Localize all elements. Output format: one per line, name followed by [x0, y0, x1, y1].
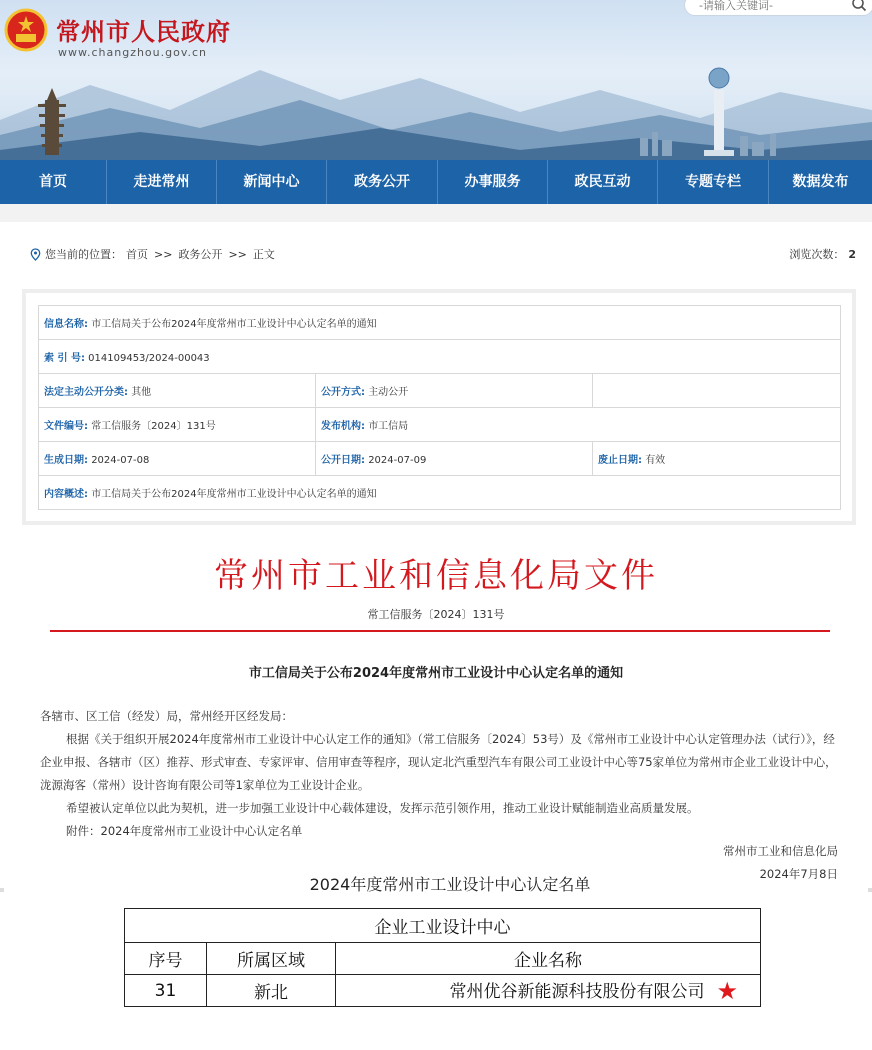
- info-method-value: 主动公开: [368, 387, 409, 398]
- info-docno-value: 常工信服务〔2024〕131号: [91, 421, 216, 432]
- info-docno-label: 文件编号:: [44, 421, 88, 432]
- nav-item-services[interactable]: 办事服务: [438, 160, 548, 204]
- document-number: 常工信服务〔2024〕131号: [367, 608, 505, 621]
- info-method-cell: [316, 374, 593, 408]
- breadcrumb-separator: >>: [154, 247, 173, 261]
- info-summary-value: 市工信局关于公布2024年度常州市工业设计中心认定名单的通知: [91, 489, 377, 500]
- info-summary-cell: [39, 476, 841, 510]
- paragraph-addressee: 各辖市、区工信（经发）局，常州经开区经发局：: [40, 709, 293, 723]
- main-nav: [0, 160, 872, 204]
- nav-item-home[interactable]: 首页: [0, 160, 107, 204]
- site-title[interactable]: 常州市人民政府: [56, 17, 231, 46]
- search-box: [684, 0, 872, 16]
- nav-item-data[interactable]: 数据发布: [792, 174, 849, 190]
- paragraph-hope: 希望被认定单位以此为契机，进一步加强工业设计中心载体建设，发挥示范引领作用，推动工业设计赋能制造业高质量发展。: [66, 801, 699, 815]
- info-category-label: 法定主动公开分类:: [44, 387, 128, 398]
- search-icon[interactable]: [851, 0, 867, 12]
- site-banner: [0, 0, 872, 160]
- nav-item-topics[interactable]: 专题专栏: [658, 160, 769, 204]
- info-published-value: 2024-07-09: [368, 455, 427, 466]
- paragraph-attachment[interactable]: 附件：2024年度常州市工业设计中心认定名单: [66, 824, 303, 838]
- info-table: [38, 305, 841, 510]
- info-created-label: 生成日期:: [44, 455, 88, 466]
- column-header-no: 序号: [125, 943, 207, 975]
- info-name-label: 信息名称:: [44, 319, 88, 330]
- info-docno-cell: [39, 408, 316, 442]
- breadcrumb: [30, 246, 275, 262]
- info-expiry-cell: [593, 442, 841, 476]
- nav-item-news[interactable]: 新闻中心: [217, 160, 327, 204]
- breadcrumb-prefix: 您当前的位置：: [45, 248, 122, 261]
- breadcrumb-separator: >>: [228, 247, 247, 261]
- info-name-value: 市工信局关于公布2024年度常州市工业设计中心认定名单的通知: [91, 319, 377, 330]
- signer-org: 常州市工业和信息化局: [723, 844, 838, 858]
- info-index-value: 014109453/2024-00043: [88, 353, 210, 364]
- info-category-cell: [39, 374, 316, 408]
- info-method-label: 公开方式:: [321, 387, 365, 398]
- info-index-cell: [39, 340, 841, 374]
- view-count: [789, 246, 856, 262]
- edge-mark: [868, 888, 872, 892]
- info-expiry-value: 有效: [645, 455, 666, 466]
- breadcrumb-home[interactable]: 首页: [126, 248, 148, 261]
- red-divider: [50, 630, 830, 632]
- document-header-title: 常州市工业和信息化局文件: [214, 556, 658, 596]
- notice-title: 市工信局关于公布2024年度常州市工业设计中心认定名单的通知: [248, 666, 624, 681]
- breadcrumb-current: 正文: [252, 248, 275, 261]
- info-category-value: 其他: [131, 387, 152, 398]
- site-url: www.changzhou.gov.cn: [58, 46, 208, 59]
- signed-date: 2024年7月8日: [759, 867, 838, 881]
- nav-item-gov-open[interactable]: 政务公开: [327, 160, 438, 204]
- nav-item-about[interactable]: 走进常州: [107, 160, 217, 204]
- info-publisher-value: 市工信局: [368, 421, 409, 432]
- info-panel: [22, 289, 856, 525]
- view-count-label: 浏览次数：: [789, 248, 845, 261]
- row-company-cell: [336, 975, 761, 1007]
- recognition-list-table: [124, 908, 761, 1007]
- info-name-cell: [39, 306, 841, 340]
- row-no: 31: [125, 975, 207, 1007]
- column-header-region: 所属区域: [207, 943, 336, 975]
- divider-band: [0, 204, 872, 222]
- edge-mark: [0, 888, 4, 892]
- info-published-cell: [316, 442, 593, 476]
- info-publisher-label: 发布机构:: [321, 421, 365, 432]
- national-emblem-logo: [4, 8, 48, 52]
- search-input[interactable]: [699, 0, 839, 12]
- paragraph-main: 根据《关于组织开展2024年度常州市工业设计中心认定工作的通知》（常工信服务〔2024〕53号）及《常州市工业设计中心认定管理办法（试行）》，经企业申报、各辖市（区）推荐、形式审查、专家评审、信用审查等程序，现认定北汽重型汽车有限公司工业设计中心等75家单位为常州市企业工业设计中心，泷源海客（常州）设计咨询有限公司等1家单位为工业设计企业。: [40, 732, 837, 792]
- info-created-value: 2024-07-08: [91, 455, 150, 466]
- table-row: [125, 975, 761, 1007]
- breadcrumb-gov-open[interactable]: 政务公开: [178, 248, 223, 261]
- info-created-cell: [39, 442, 316, 476]
- row-region: 新北: [207, 975, 336, 1007]
- row-company: 常州优谷新能源科技股份有限公司: [449, 981, 705, 1002]
- list-title: 2024年度常州市工业设计中心认定名单: [309, 875, 591, 894]
- info-published-label: 公开日期:: [321, 455, 365, 466]
- info-publisher-cell: [316, 408, 841, 442]
- info-expiry-label: 废止日期:: [598, 455, 642, 466]
- list-category: 企业工业设计中心: [125, 909, 761, 943]
- location-pin-icon: [30, 248, 41, 261]
- nav-item-interaction[interactable]: 政民互动: [548, 160, 658, 204]
- star-marker-icon: ★: [716, 976, 738, 1005]
- info-empty-cell: [593, 374, 841, 408]
- column-header-company: 企业名称: [336, 943, 761, 975]
- view-count-value: 2: [848, 248, 856, 261]
- info-index-label: 索 引 号:: [44, 353, 85, 364]
- info-summary-label: 内容概述:: [44, 489, 88, 500]
